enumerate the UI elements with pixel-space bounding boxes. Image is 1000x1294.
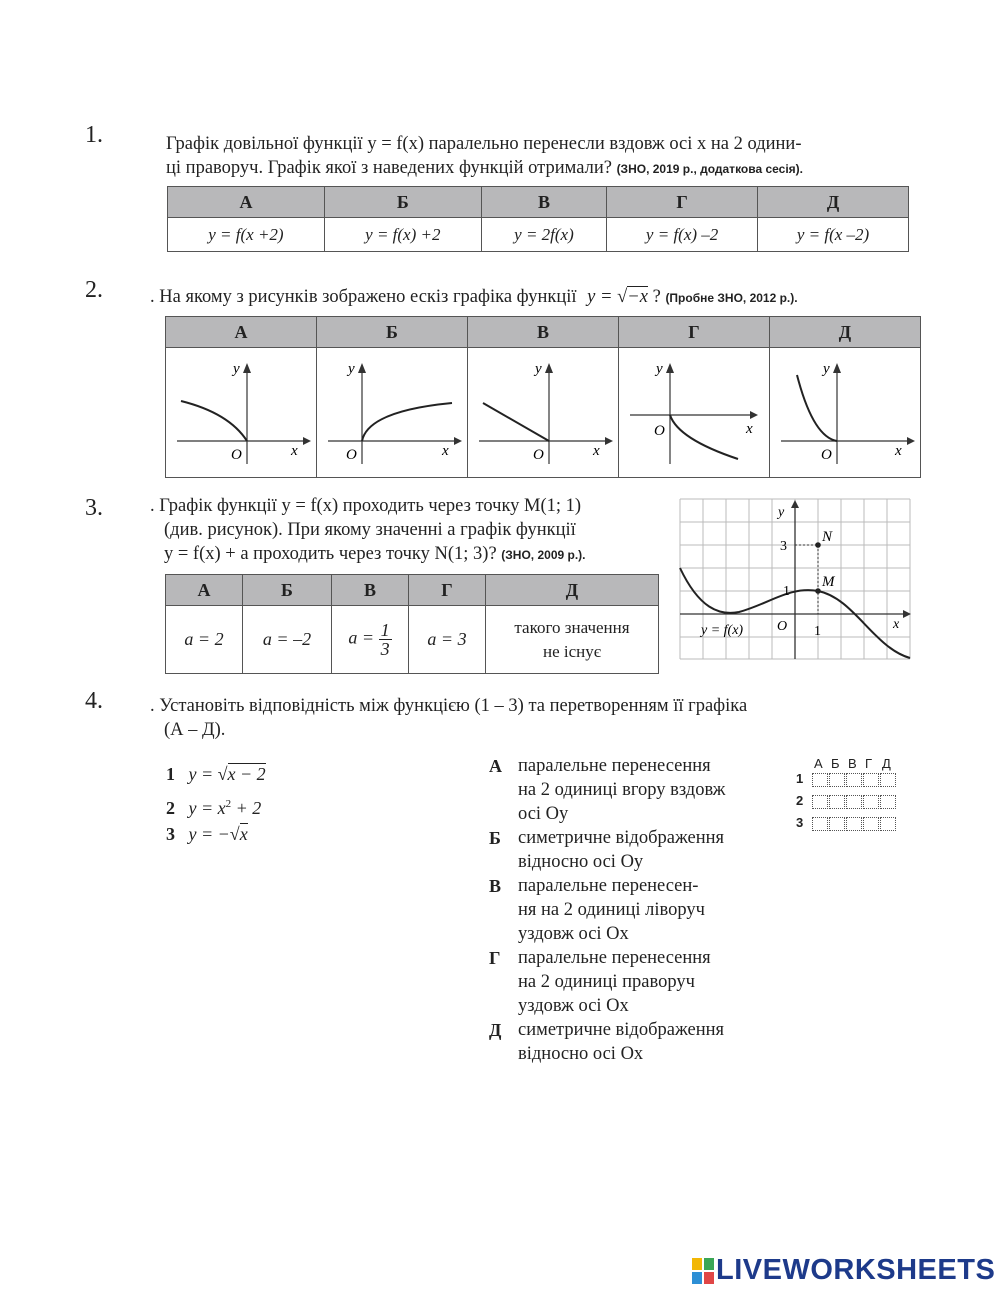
q2-answer-table [165,316,921,478]
question-number-3: 3. [85,495,103,521]
svg-text:O: O [346,447,357,463]
q1-source: (ЗНО, 2019 р., додаткова сесія). [616,162,803,176]
cell-1-g[interactable] [863,773,879,787]
q3-line2: (див. рисунок). При якому значенні a графік функції [164,520,576,540]
svg-text:N: N [822,529,833,545]
question-4-text [150,694,910,742]
svg-text:y = f(x): y = f(x) [701,623,744,638]
q4-option-a: А паралельне перенесення на 2 одиниці вгору вздовж осі Oy [489,756,726,824]
q1-header-g: Г [607,187,758,218]
q2-graph-d[interactable] [770,348,921,478]
q1-answer-table [167,186,909,252]
q1-line1: Графік довільної функції y = f(x) паралельно перенесли вздовж осі x на 2 одини- [166,134,802,154]
q3-answer-a[interactable]: a = 2 [166,606,243,674]
question-3-text [150,494,670,567]
q3-header-v: В [332,575,409,606]
q1-header-d: Д [758,187,909,218]
svg-text:x: x [746,421,753,437]
q3-header-a: А [166,575,243,606]
q3-answer-v[interactable]: a = $\frac{1}{3}$ [332,606,409,674]
question-1-text [166,132,926,181]
cell-1-v[interactable] [846,773,862,787]
question-2-text: . На якому з рисунків зображено ескіз графіка функції y = √−x ? (Пробне ЗНО, 2012 р.). [150,287,798,307]
cell-2-v[interactable] [846,795,862,809]
q3-header-d: Д [486,575,659,606]
cell-1-a[interactable] [812,773,828,787]
question-number-2: 2. [85,277,103,303]
q4-function-2: 2 $y = x^2 + 2$ [166,798,262,818]
q4-function-list [166,762,266,852]
svg-text:M: M [822,574,835,590]
cell-3-v[interactable] [846,817,862,831]
q3-answer-b[interactable]: a = –2 [243,606,332,674]
svg-text:y: y [656,361,663,377]
q2-header-b: Б [317,317,468,348]
q4-function-1: 1 y = √x − 2 [166,764,266,784]
q4-line1: . Установіть відповідність між функцією (1 – 3) та перетворенням її графіка [150,696,748,716]
cell-1-b[interactable] [829,773,845,787]
q1-answer-d[interactable]: y = f(x –2) [758,218,909,252]
grid-header: А Б В Г Д [814,756,891,771]
grid-row-3: 3 [796,815,899,837]
q2-source: (Пробне ЗНО, 2012 р.). [665,291,798,305]
logo-icon [692,1258,714,1284]
q2-header-g: Г [619,317,770,348]
cell-3-d[interactable] [880,817,896,831]
svg-text:O: O [654,423,665,439]
svg-text:1: 1 [814,624,821,639]
graph-a-svg [167,349,315,471]
graph-b-svg [318,349,466,471]
cell-2-a[interactable] [812,795,828,809]
q1-header-a: А [168,187,325,218]
svg-text:y: y [778,505,785,520]
q2-header-d: Д [770,317,921,348]
cell-3-b[interactable] [829,817,845,831]
q3-answer-table [165,574,659,674]
q3-function-graph [679,498,911,660]
q1-header-v: В [481,187,606,218]
cell-2-d[interactable] [880,795,896,809]
q3-line3: y = f(x) + a проходить через точку N(1; 3)? (ЗНО, 2009 р.). [164,544,586,564]
q2-text: . На якому з рисунків зображено ескіз графіка функції [150,287,577,307]
cell-1-d[interactable] [880,773,896,787]
q1-line2: ці праворуч. Графік якої з наведених функцій отримали? (ЗНО, 2019 р., додаткова сесія). [166,158,803,178]
q4-answer-grid [796,756,899,837]
graph-g-svg [620,349,768,471]
svg-text:y: y [233,361,240,377]
svg-text:x: x [593,443,600,459]
q2-graph-a[interactable] [166,348,317,478]
svg-text:x: x [291,443,298,459]
grid-row-2: 2 [796,793,899,815]
q3-answer-d[interactable]: такого значення не існує [486,606,659,674]
q3-answer-g[interactable]: a = 3 [409,606,486,674]
svg-text:y: y [535,361,542,377]
q3-header-b: Б [243,575,332,606]
q4-options-list [489,754,789,1066]
q4-option-b: Б симетричне відображення відносно осі Oy [489,828,725,872]
q3-line1: . Графік функції y = f(x) проходить через точку M(1; 1) [150,496,582,516]
q4-option-d: Д симетричне відображення відносно осі Ox [489,1020,725,1064]
logo-text: LIVEWORKSHEETS [716,1254,996,1286]
svg-text:O: O [777,619,788,634]
svg-text:y: y [348,361,355,377]
liveworksheets-logo[interactable] [692,1254,995,1287]
cell-2-g[interactable] [863,795,879,809]
graph-v-svg [469,349,617,471]
q1-answer-g[interactable]: y = f(x) –2 [607,218,758,252]
q2-graph-b[interactable] [317,348,468,478]
q4-function-3: 3 y = −√x [166,824,248,844]
q4-option-g: Г паралельне перенесення на 2 одиниці праворуч уздовж осі Ox [489,948,711,1016]
q2-formula: y = √−x [587,287,648,307]
q2-graph-v[interactable] [468,348,619,478]
q2-header-a: А [166,317,317,348]
svg-text:1: 1 [783,584,790,599]
q4-option-v: В паралельне перенесен- ня на 2 одиниці ліворуч уздовж осі Ox [489,876,705,944]
cell-3-g[interactable] [863,817,879,831]
q3-fraction: $\frac{1}{3}$ [380,620,390,659]
q2-graph-g[interactable] [619,348,770,478]
svg-text:O: O [533,447,544,463]
q4-line2: (А – Д). [164,720,226,740]
q1-header-b: Б [324,187,481,218]
svg-text:O: O [231,447,242,463]
q1-answer-a[interactable]: y = f(x +2) [168,218,325,252]
question-number-1: 1. [85,122,103,148]
question-number-4: 4. [85,688,103,714]
svg-text:x: x [895,443,902,459]
cell-3-a[interactable] [812,817,828,831]
cell-2-b[interactable] [829,795,845,809]
svg-text:y: y [823,361,830,377]
graph-d-svg [771,349,919,471]
q1-answer-v[interactable]: y = 2f(x) [481,218,606,252]
q3-source: (ЗНО, 2009 р.). [501,548,586,562]
q1-answer-b[interactable]: y = f(x) +2 [324,218,481,252]
q2-header-v: В [468,317,619,348]
q3-header-g: Г [409,575,486,606]
svg-text:O: O [821,447,832,463]
grid-row-1: 1 [796,771,899,793]
svg-text:x: x [893,617,900,632]
svg-text:3: 3 [780,539,787,554]
svg-text:x: x [442,443,449,459]
